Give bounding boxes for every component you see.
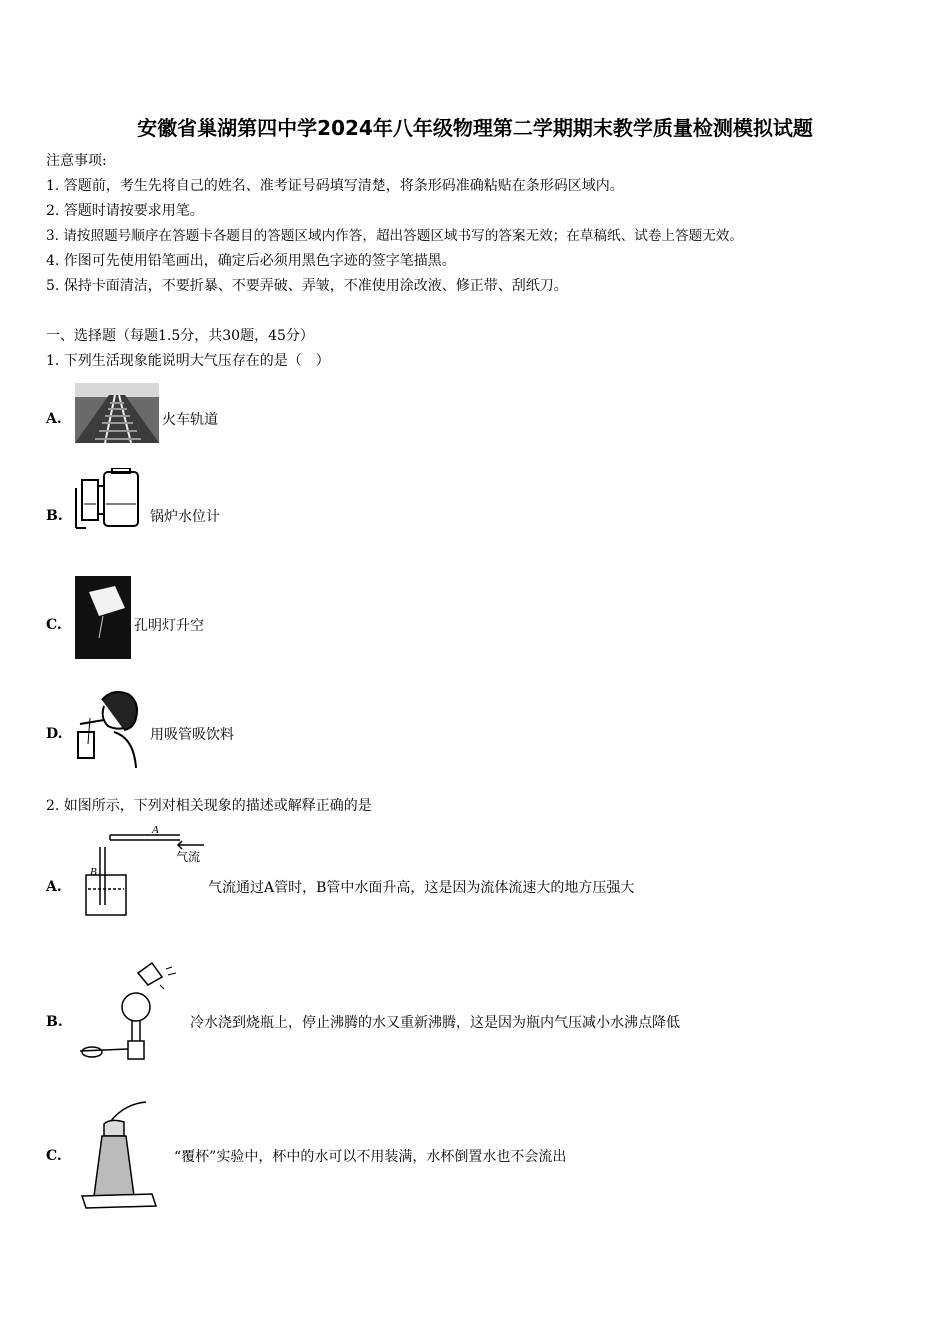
option-text: 孔明灯升空: [134, 618, 204, 634]
option-letter: A.: [46, 879, 62, 895]
boiler-water-gauge-image: [72, 468, 144, 532]
notice-item: 2. 答题时请按要求用笔。: [46, 203, 204, 219]
question-1-stem: 1. 下列生活现象能说明大气压存在的是（ ）: [46, 353, 330, 369]
notice-item: 1. 答题前，考生先将自己的姓名、准考证号码填写清楚，将条形码准确粘贴在条形码区域内。: [46, 178, 624, 194]
option-letter: C.: [46, 1148, 62, 1164]
option-letter: A.: [46, 411, 62, 427]
option-letter: D.: [46, 726, 63, 742]
option-text: “覆杯”实验中，杯中的水可以不用装满，水杯倒置水也不会流出: [174, 1149, 567, 1165]
option-letter: C.: [46, 617, 62, 633]
drinking-straw-image: [74, 688, 144, 770]
flask-cold-water-image: [70, 955, 186, 1065]
option-text: 冷水浇到烧瓶上，停止沸腾的水又重新沸腾，这是因为瓶内气压减小水沸点降低: [190, 1015, 680, 1031]
figure-label-b: B: [90, 866, 97, 878]
inverted-cup-image: [80, 1100, 160, 1210]
tube-airflow-image: [80, 823, 208, 919]
question-2-stem: 2. 如图所示，下列对相关现象的描述或解释正确的是: [46, 798, 372, 814]
page-title: 安徽省巢湖第四中学2024年八年级物理第二学期期末教学质量检测模拟试题: [137, 116, 813, 140]
notice-item: 4. 作图可先使用铅笔画出，确定后必须用黑色字迹的签字笔描黑。: [46, 253, 456, 269]
figure-label-a: A: [152, 824, 159, 836]
railway-track-image: [75, 383, 159, 443]
option-text: 锅炉水位计: [150, 509, 220, 525]
option-text: 用吸管吸饮料: [150, 727, 234, 743]
notice-item: 5. 保持卡面清洁，不要折暴、不要弄破、弄皱，不准使用涂改液、修正带、刮纸刀。: [46, 278, 568, 294]
figure-label-airflow: 气流: [176, 850, 201, 864]
option-text: 火车轨道: [162, 412, 218, 428]
section-heading: 一、选择题（每题1.5分，共30题，45分）: [46, 328, 314, 344]
notice-heading: 注意事项:: [46, 153, 107, 169]
notice-item: 3. 请按照题号顺序在答题卡各题目的答题区域内作答，超出答题区域书写的答案无效；在草稿纸、试卷上答题无效。: [46, 228, 743, 244]
option-letter: B.: [46, 508, 63, 524]
option-text: 气流通过A管时，B管中水面升高，这是因为流体流速大的地方压强大: [208, 880, 635, 896]
sky-lantern-image: [75, 576, 131, 659]
option-letter: B.: [46, 1014, 63, 1030]
